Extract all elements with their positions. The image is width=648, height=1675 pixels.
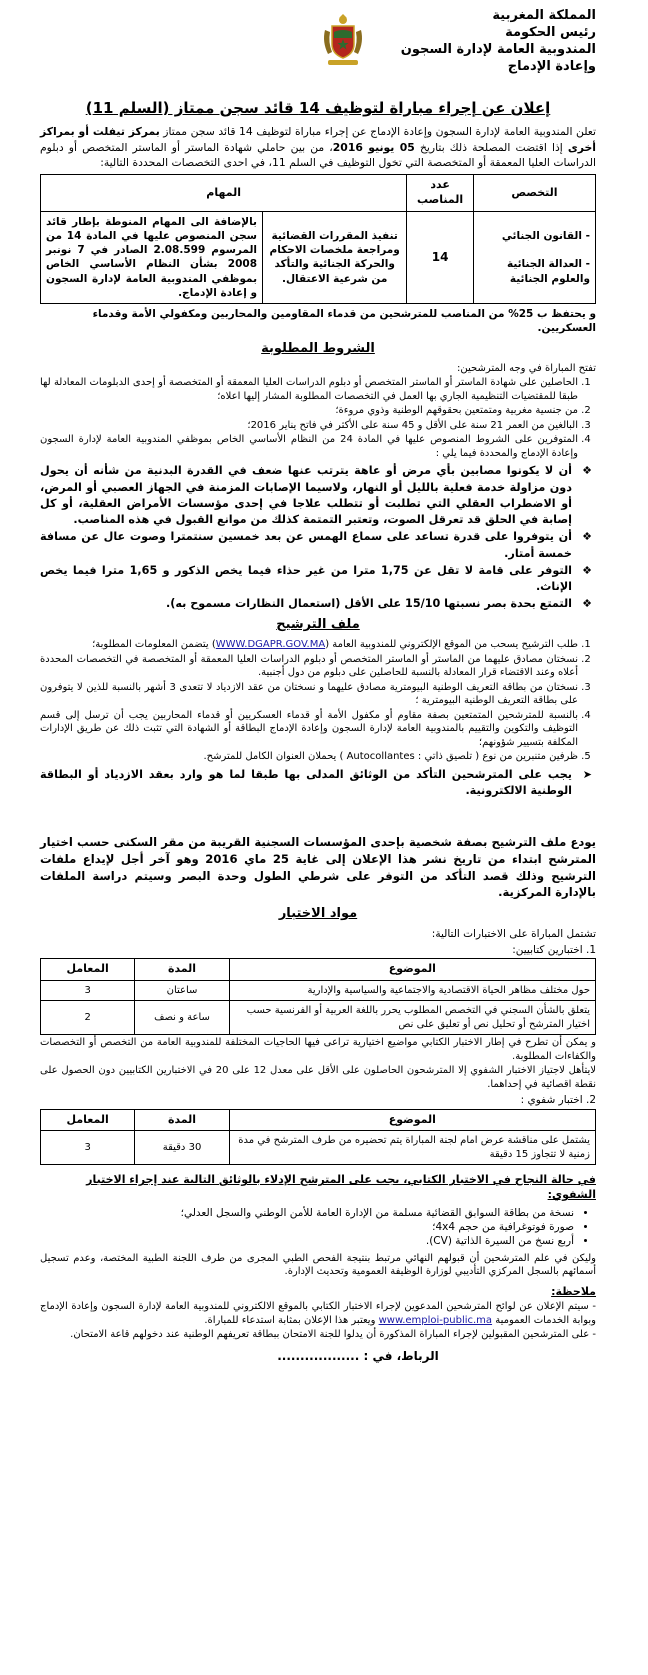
requirement-item: ❖ التمتع بحدة بصر نسبتها 15/10 على الأقل (استعمال النظارات مسموح به).: [165, 597, 592, 611]
file-item: 3. نسختان من بطاقة التعريف الوطنية البيومترية مصادق عليهما و نسختان من عقد الازدياد لا تتعدى 3 أشهر بالنسبة للذين لا يتوفرون على بطاقة التعريف الوطنية البيومترية ؛: [40, 681, 578, 708]
physical-requirements-list: [40, 463, 596, 612]
condition-item: 2. من جنسية مغربية ومتمتعين بحقوقهم الوطنية وذوي مروءة؛: [40, 404, 578, 418]
intro-paragraph: تعلن المندوبية العامة لإدارة السجون وإعادة الإدماج عن إجراء مباراة لتوظيف 14 قائد سجن ممتاز بمركز تيفلت أو بمراكز أخرى إذا اقتضت المصلحة ذلك بتاريخ 05 يونيو 2016، من بين حاملي شهادة الماستر أو الماستر المتخصص أو دبلوم الدراسات العليا المعمقة أو المتخصصة التي تخول التوظيف في السلم 11، في احدى التخصصات المحددة التالية:: [40, 125, 597, 169]
reserved-quota-note: و يحتفظ ب 25% من المناصب للمترشحين من قدماء المقاومين والمحاربين ومكفولي الأمة وقدماء العسكريين.: [92, 307, 596, 335]
exams-lead: تشتمل المباراة على الاختبارات التالية:: [431, 927, 596, 940]
condition-item: 3. البالغين من العمر 21 سنة على الأقل و 45 سنة على الأكثر في فاتح يناير 2016؛: [40, 419, 578, 433]
conditions-list: [40, 376, 596, 460]
org-line-delegation: المندوبية العامة لإدارة السجون: [400, 41, 596, 57]
file-documents-list: [40, 638, 596, 764]
positions-table: [40, 174, 596, 304]
header-duration: المدة: [135, 959, 229, 981]
cell-count: 14: [407, 211, 474, 303]
file-title: ملف الترشيح: [276, 617, 360, 633]
conditions-lead: تفتح المباراة في وجه المترشحين:: [456, 362, 596, 374]
file-item: 4. بالنسبة للمترشحين المتمتعين بصفة مقاوم أو مكفول الأمة أو قدماء العسكريين أو قدماء المحاربين يجب أن ترسل إلى قسم التوظيف والتكوين والتقييم بالمندوبية العامة لإدارة السجون وإعادة الإدماج البطاقة أو الشهادة التي تثبت ذلك عن طريق الإدارات المكلفة بتسيير شؤونهم؛: [40, 709, 578, 750]
remark-2: - على المترشحين المقبولين لإجراء المباراة المذكورة أن يدلوا للجنة الامتحان ببطاقة تعريفهم الوطنية عند دخولهم قاعة الامتحان.: [70, 1329, 596, 1341]
header-specialty: التخصص: [473, 175, 595, 212]
file-item: 2. نسختان مصادق عليهما من الماستر أو الماستر المتخصص أو دبلوم الدراسات العليا المعمقة أو المتخصصة في التخصصات المحددة أعلاه وعند الاقتضاء قرار المعادلة بالنسبة للحاصلين على دبلوم من دول أجنبية.: [40, 653, 578, 680]
arrow-bullet-icon: ➤: [582, 767, 592, 781]
oral-exam-table: الموضوع المدة المعامل يشتمل على مناقشة عرض امام لجنة المباراة يتم تحضيره من طرف المترشح في مدة زمنية لا تتجاوز 15 دقيقة 30 دقيقة 3: [40, 1109, 596, 1166]
medical-note: وليكن في علم المترشحين أن قبولهم النهائي مرتبط بنتيجة الفحص الطبي المجرى من طرف اللجنة الطبية المختصة، وعدم تسجيل أسمائهم بالسجل المركزي التأديبي لوزارة الوظيفة العمومية وتحديث الإدارة.: [40, 1252, 596, 1278]
file-item: 1. طلب الترشيح يسحب من الموقع الإلكتروني للمندوبية العامة (WWW.DGAPR.GOV.MA) يتضمن المعلومات المطلوبة؛: [40, 638, 578, 652]
diamond-bullet-icon: ❖: [582, 464, 592, 478]
table-row: يشتمل على مناقشة عرض امام لجنة المباراة يتم تحضيره من طرف المترشح في مدة زمنية لا تتجاوز 15 دقيقة 30 دقيقة 3: [41, 1131, 596, 1165]
cell-specialty: - القانون الجنائي - العدالة الجنائية والعلوم الجنائية: [473, 211, 595, 303]
cell-duty-b: بالإضافة الى المهام المنوطة بإطار قائد سجن المنصوص عليها في المادة 14 من المرسوم 2.08.599 الصادر في 7 نونبر 2008 بشأن النظام الأساسي الخاص بموظفي المندوبية العامة لإدارة السجون و إعادة الإدماج.: [41, 211, 263, 303]
conditions-title: الشروط المطلوبة: [261, 341, 375, 357]
coat-of-arms-emblem: [320, 8, 366, 68]
written-note-1: و يمكن أن تطرح في إطار الاختبار الكتابي مواضيع اختيارية تراعى فيها الحاجيات المختلفة للمندوبية العامة من التخصص أو التخصصات والكفاءات المطلوبة.: [40, 1037, 596, 1062]
written-exam-label: 1. اختبارين كتابيين:: [512, 943, 596, 956]
header-duties: المهام: [41, 175, 407, 212]
remarks-title: ملاحظة:: [551, 1284, 596, 1298]
table-row: حول مختلف مظاهر الحياة الاقتصادية والاجتماعية والسياسية والإدارية ساعتان 3: [41, 980, 596, 1001]
remark-1: - سيتم الإعلان عن لوائح المترشحين المدعوين لإجراء الاختبار الكتابي بالموقع الالكتروني للمندوبية العامة لإدارة السجون وإعادة الإدماج وبوابة الخدمات العمومية www.emploi-public.ma ويعتبر هذا الإعلان بمثابة استدعاء للمباراة.: [40, 1301, 596, 1326]
success-documents-title: في حالة النجاح في الاختبار الكتابي، يجب على المترشح الإدلاء بالوثائق التالية عند إجراء الاختبار الشفوي:: [86, 1173, 596, 1202]
diamond-bullet-icon: ❖: [582, 597, 592, 611]
diamond-bullet-icon: ❖: [582, 563, 592, 577]
header-subject: الموضوع: [229, 959, 595, 981]
requirement-item: ❖ أن يتوفروا على قدرة تساعد على سماع الهمس عن بعد خمسين سنتمترا وصوت عال عن مسافة خمسة أمتار.: [40, 530, 592, 560]
diamond-bullet-icon: ❖: [582, 530, 592, 544]
condition-item: 4. المتوفرين على الشروط المنصوص عليها في المادة 24 من النظام الأساسي الخاص بموظفي المندوبية العامة لإدارة السجون وإعادة الإدماج والمحددة فيما يلي :: [40, 433, 578, 460]
oral-exam-label: 2. اختبار شفوي :: [520, 1094, 596, 1107]
requirement-item: ❖ أن لا يكونوا مصابين بأي مرض أو عاهة يترتب عنها ضعف في القدرة البدنية من شأنه أن يحول دون مزاولة خدمة فعلية بالليل أو النهار، ولاسيما الإصابات المزمنة في الجهاز العصبي أو المرض، أو الاضطراب العقلي التي تطلبت أو تتطلب علاجا في إحدى مؤسسات الأمراض العقلية، أو كل إصابة في الحلق قد تعرقل الصوت، وتعتبر التمتمة كذلك من موانع القبول في هذه المناصب.: [40, 464, 592, 527]
positions-table-row: [41, 211, 596, 303]
written-exam-table: [40, 958, 596, 1035]
table-row: يتعلق بالشأن السجني في التخصص المطلوب يحرر باللغة العربية أو الفرنسية حسب اختيار المترشح أو تحليل نص أو تعليق على نص ساعة و نصف 2: [41, 1001, 596, 1035]
org-line-government: رئيس الحكومة: [505, 24, 596, 40]
organization-block: [401, 8, 596, 76]
dgapr-website-link[interactable]: WWW.DGAPR.GOV.MA: [215, 639, 326, 650]
deposit-paragraph: يودع ملف الترشيح بصفة شخصية بإحدى المؤسسات السجنية القريبة من مقر السكنى حسب اختيار المترشح ابتداء من تاريخ نشر هذا الإعلان إلى غاية 25 ماي 2016 وهو آخر أجل لإيداع ملفات الترشيح وذلك قصد التأكد من التوفر على شرطي الطول وحدة البصر وسيتم دراسة الملفات بالإدارة المركزية.: [40, 834, 596, 900]
written-note-2: لايتأهل لاجتياز الاختبار الشفوي إلا المترشحون الحاصلون على الأقل على معدل 12 على 20 في الاختبارين الكتابيين دون الحصول على نقطة اقصائية في إحداهما.: [40, 1065, 596, 1090]
org-line-reintegration: وإعادة الإدماج: [507, 58, 596, 74]
success-item: • أربع نسخ من السيرة الذاتية (CV).: [40, 1234, 574, 1248]
exams-title: مواد الاختبار: [278, 906, 358, 922]
header-count: عدد المناصب: [407, 175, 474, 212]
announcement-title: إعلان عن إجراء مباراة لتوظيف 14 قائد سجن ممتاز (السلم 11): [85, 99, 551, 117]
header: [40, 6, 596, 88]
file-warning: ➤ يجب على المترشحين التأكد من الوثائق المدلى بها طبقا لما هو وارد بعقد الازدياد أو البطاقة الوطنية الالكترونية.: [40, 767, 592, 797]
emploi-public-link[interactable]: www.emploi-public.ma: [378, 1314, 493, 1326]
cell-duty-a: تنفيذ المقررات القضائية ومراجعة ملخصات الاحكام والحركة الجنائية والتأكد من شرعية الاعتقال.: [263, 211, 407, 303]
requirement-item: ❖ التوفر على قامة لا تقل عن 1,75 مترا من غير حذاء فيما يخص الذكور و 1,65 مترا فيما يخص الإناث.: [40, 563, 592, 593]
file-item: 5. ظرفين متنبرين من نوع ( تلصيق ذاتي : Autocollantes ) يحملان العنوان الكامل للمترشح.: [40, 750, 578, 764]
org-line-kingdom: المملكة المغربية: [492, 8, 596, 23]
signature-place-date: الرباط، في : ..................: [277, 1348, 439, 1363]
positions-table-header: [41, 175, 596, 212]
success-item: • صورة فوتوغرافية من حجم 4x4؛: [40, 1220, 574, 1234]
success-documents-list: [40, 1206, 596, 1249]
condition-item: 1. الحاصلين على شهادة الماستر أو الماستر المتخصص أو دبلوم الدراسات العليا المعمقة أو المتخصصة أو إحدى الدبلومات المعادلة لها طبقا للمقتضيات التنظيمية الجاري بها العمل في التخصصات المطلوبة المشار إليها اعلاه؛: [40, 376, 578, 403]
header-coefficient: المعامل: [41, 959, 135, 981]
success-item: • نسخة من بطاقة السوابق القضائية مسلمة من الإدارة العامة للأمن الوطني والسجل العدلي؛: [40, 1206, 574, 1220]
